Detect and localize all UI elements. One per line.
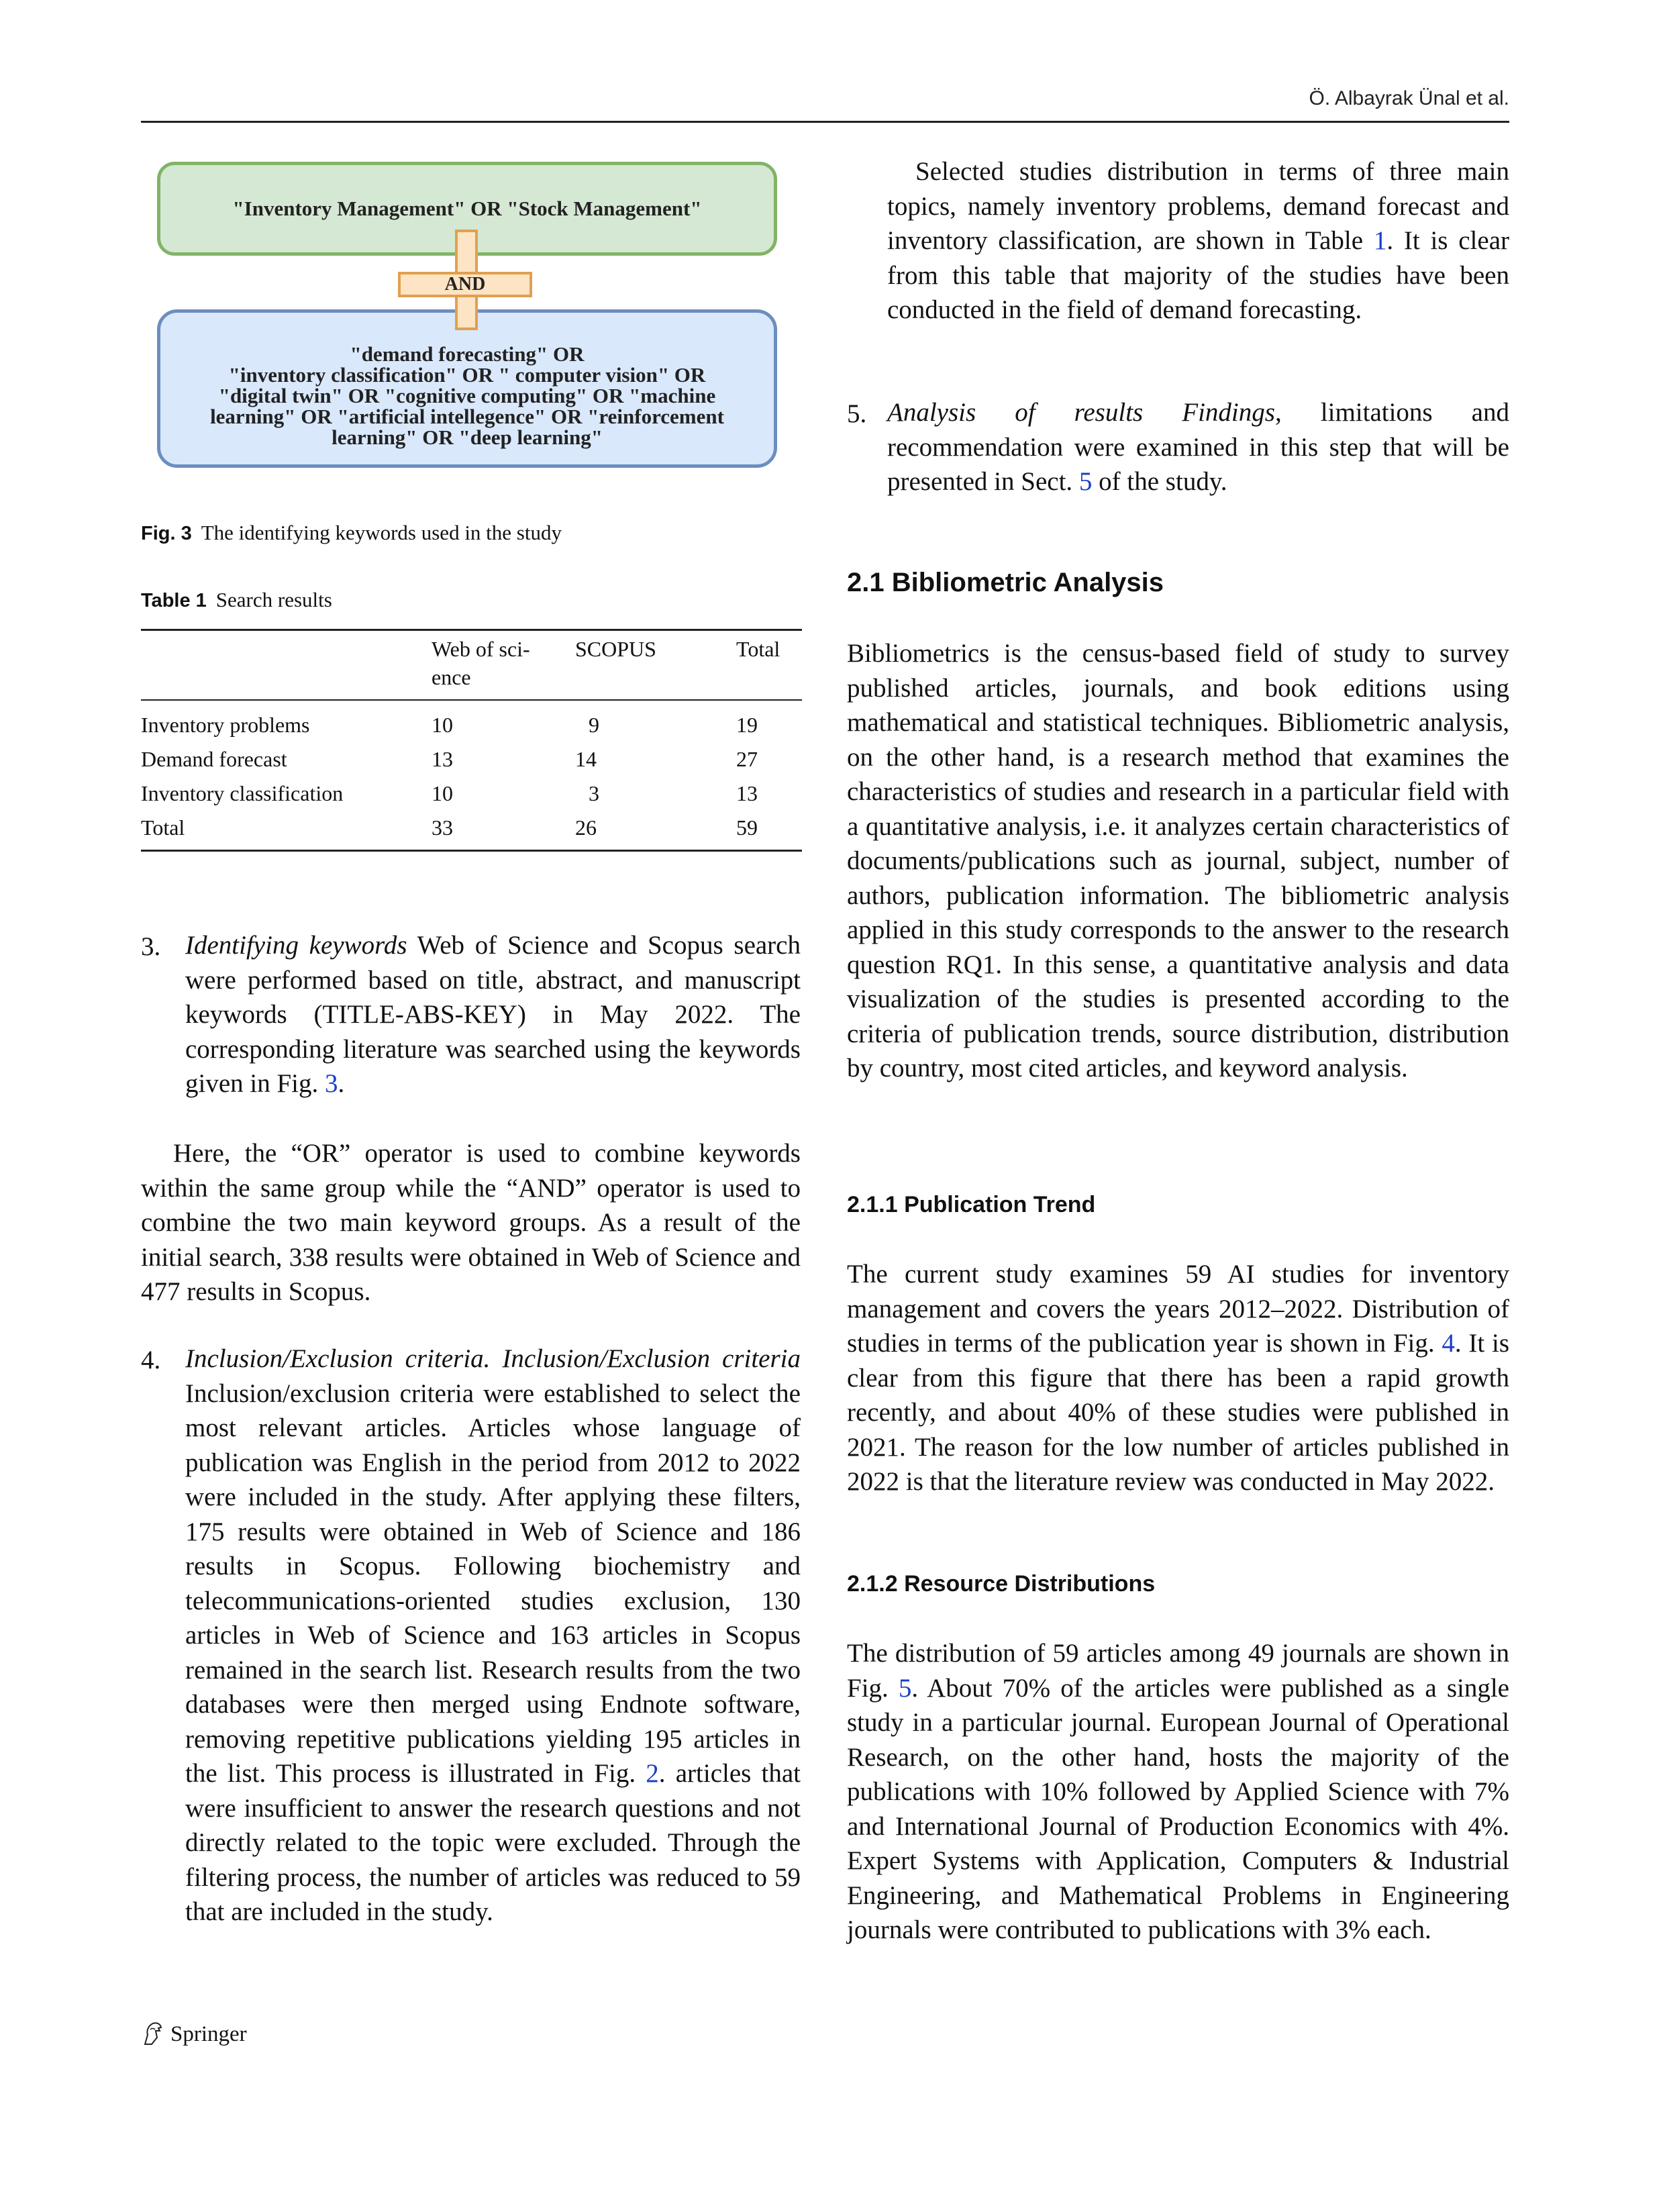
table-cell: 9: [589, 713, 599, 737]
figure-5-link[interactable]: 5: [898, 1673, 912, 1703]
springer-horse-icon: [141, 2021, 164, 2047]
keyword-line: "demand forecasting" OR: [350, 342, 585, 366]
subsection-heading-2-1-2: 2.1.2 Resource Distributions: [847, 1571, 1156, 1597]
keyword-line: learning" OR "deep learning": [332, 425, 603, 449]
table-header-wos: Web of sci- ence: [432, 637, 530, 689]
figure-2-link[interactable]: 2: [646, 1759, 659, 1788]
list-item-title: Analysis of results Findings: [887, 398, 1275, 427]
table-cell: 59: [736, 815, 758, 840]
keyword-line: learning" OR "artificial intellegence" OR "reinforcement: [210, 404, 724, 428]
table-header-rule: [141, 699, 802, 701]
paragraph-resource-distributions: The distribution of 59 articles among 49 journals are shown in Fig. 5. About 70% of the articles were published as a single study in a particular journal. European Journal of Operational Research, on the other hand, hosts the majority of the publications with 10% followed by Applied Science with 7% and International Journal of Production Economics with 4%. Expert Systems with Application, Computers & Industrial Engineering, and Mathematical Problems in Engineering journals were contributed to publications with 3% each.: [847, 1639, 1509, 1944]
table-cell: 33: [432, 815, 453, 840]
subsection-heading-2-1-1: 2.1.1 Publication Trend: [847, 1192, 1096, 1217]
table-1-caption-text: Search results: [215, 588, 332, 611]
figure-4-link[interactable]: 4: [1442, 1329, 1455, 1358]
table-cell: 19: [736, 713, 758, 737]
publisher-name: Springer: [170, 2021, 247, 2046]
list-item-inclusion-criteria: Inclusion/Exclusion criteria. Inclusion/Exclusion criteria Inclusion/exclusion criteria were established to select the most relevant articles. Articles whose language of publication was English in the period from 2012 to 2022 were included in the study. After applying these filters, 175 results were obtained in Web of Science and 186 results in Scopus. Following biochemistry and telecommunications-oriented studies exclusion, 130 articles in Web of Science and 163 articles in Scopus remained in the search list. Research results from the two databases were then merged using Endnote software, removing repetitive publications yielding 195 articles in the list. This process is illustrated in Fig. 2. articles that were insufficient to answer the research questions and not directly related to the topic were excluded. Through the filtering process, the number of articles was reduced to 59 that are included in the study.: [185, 1344, 801, 1926]
figure-3-caption: [141, 521, 562, 545]
table-top-rule: [141, 629, 802, 631]
keyword-group-top-text: "Inventory Management" OR "Stock Management": [232, 197, 702, 220]
table-1-caption: [141, 588, 332, 612]
list-item-identifying-keywords: Identifying keywords Web of Science and Scopus search were performed based on title, abstract, and manuscript keywords (TITLE-ABS-KEY) in May 2022. The corresponding literature was searched using the keywords given in Fig. 3.: [185, 931, 801, 1098]
table-cell: 10: [432, 781, 453, 805]
list-item-number: 4.: [141, 1346, 161, 1374]
paragraph-operators: Here, the “OR” operator is used to combine keywords within the same group while the “AND” operator is used to combine the two main keyword groups. As a result of the initial search, 338 results were obtained in Web of Science and 477 results in Scopus.: [141, 1139, 801, 1306]
publisher-logo: [141, 2021, 247, 2047]
figure-3-link[interactable]: 3: [325, 1069, 338, 1098]
figure-3-diagram: [154, 158, 785, 476]
table-cell: 3: [589, 781, 599, 805]
table-1-link[interactable]: 1: [1373, 226, 1387, 255]
table-cell: Inventory classification: [141, 781, 344, 805]
table-cell: Inventory problems: [141, 713, 310, 737]
and-connector-label: AND: [444, 274, 486, 295]
keyword-group-bottom-text: [210, 344, 724, 448]
list-item-number: 5.: [847, 399, 867, 428]
table-cell: 13: [432, 747, 453, 771]
list-item-title: Inclusion/Exclusion criteria. Inclusion/Exclusion criteria: [185, 1344, 801, 1373]
running-head: Ö. Albayrak Ünal et al.: [1309, 87, 1509, 109]
keyword-line: "inventory classification" OR " computer vision" OR: [228, 362, 706, 387]
keyword-group-bottom-box: [157, 309, 777, 468]
list-item-title: Identifying keywords: [185, 931, 407, 960]
header-rule: [141, 121, 1509, 123]
table-1-label: Table 1: [141, 590, 207, 611]
table-cell: 14: [575, 747, 597, 771]
keyword-line: "digital twin" OR "cognitive computing" OR "machine: [218, 383, 716, 407]
paragraph-selected-studies: Selected studies distribution in terms of three main topics, namely inventory problems, demand forecast and inventory classification, are shown in Table 1. It is clear from this table that majority of the studies have been conducted in the field of demand forecasting.: [887, 157, 1509, 324]
table-cell: Demand forecast: [141, 747, 287, 771]
table-header-scopus: SCOPUS: [575, 637, 656, 661]
list-item-analysis-of-results: Analysis of results Findings, limitations and recommendation were examined in this step that will be presented in Sect. 5 of the study.: [887, 398, 1509, 496]
table-cell: 10: [432, 713, 453, 737]
table-header-total: Total: [736, 637, 780, 661]
figure-3-caption-text: The identifying keywords used in the study: [201, 521, 562, 544]
table-bottom-rule: [141, 850, 802, 852]
table-cell: 13: [736, 781, 758, 805]
paragraph-bibliometrics: Bibliometrics is the census-based field of study to survey published articles, journals, and book editions using mathematical and statistical techniques. Bibliometric analysis, on the other hand, is a research method that examines the characteristics of studies and research in a particular field with a quantitative analysis, i.e. it analyzes certain characteristics of documents/publications such as journal, subject, number of authors, publication information. The bibliometric analysis applied in this study corresponds to the answer to the research question RQ1. In this sense, a quantitative analysis and data visualization of the studies is presented according to the criteria of publication trends, source distribution, distribution by country, most cited articles, and keyword analysis.: [847, 639, 1509, 1083]
list-item-number: 3.: [141, 932, 161, 961]
figure-3-label: Fig. 3: [141, 523, 192, 544]
section-heading-2-1: 2.1 Bibliometric Analysis: [847, 568, 1164, 597]
table-cell: 26: [575, 815, 597, 840]
table-cell: 27: [736, 747, 758, 771]
section-5-link[interactable]: 5: [1078, 467, 1093, 496]
paragraph-publication-trend: The current study examines 59 AI studies for inventory management and covers the years 2012–2022. Distribution of studies in terms of the publication year is shown in Fig. 4. It is clear from this figure that there has been a rapid growth recently, and about 40% of these studies were published in 2021. The reason for the low number of articles published in 2022 is that the literature review was conducted in May 2022.: [847, 1260, 1510, 1496]
table-cell: Total: [141, 815, 185, 840]
